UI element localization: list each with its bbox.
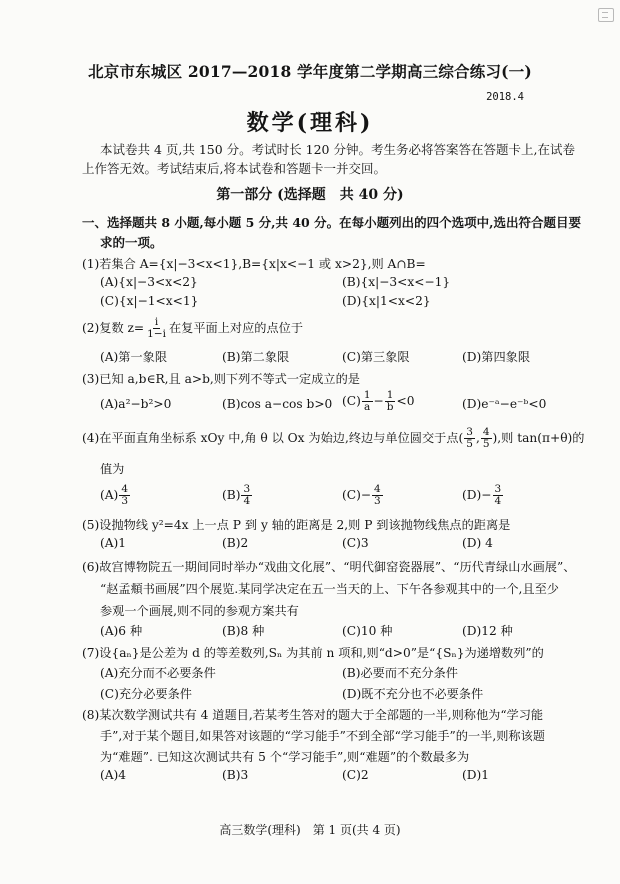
- q4-option-d-num: 3: [494, 483, 502, 495]
- q4-option-a-frac: [119, 484, 130, 507]
- q2-option-c: (C)第三象限: [342, 350, 410, 364]
- q8-option-b: (B)3: [222, 768, 249, 782]
- intro-line-1: 本试卷共 4 页,共 150 分。考试时长 120 分钟。考生务必将答案答在答题卡上,在试卷: [100, 142, 575, 157]
- q4-option-b-frac: [241, 484, 252, 507]
- q2-stem: [82, 317, 303, 340]
- q4-option-d-frac: [493, 484, 504, 507]
- watermark-icon: [598, 8, 614, 22]
- q4-option-c-den: 3: [374, 495, 381, 507]
- q4-option-c-label: (C)−: [342, 488, 372, 502]
- part1-instruction-line-1: 一、选择题共 8 小题,每小题 5 分,共 40 分。在每小题列出的四个选项中,选出符合题目要: [82, 215, 581, 230]
- q4-stem-pre: (4)在平面直角坐标系 xOy 中,角 θ 以 Ox 为始边,终边与单位圆交于点(: [82, 431, 464, 445]
- q4-option-a: [100, 484, 131, 507]
- q3-option-c-pre: (C): [342, 394, 361, 408]
- q4-option-d-label: (D)−: [462, 488, 492, 502]
- q6-stem-line-2: “赵孟頫书画展”四个展览.某同学决定在五一当天的上、下午各参观其中的一个,且至少: [100, 582, 559, 596]
- q5-option-b: (B)2: [222, 536, 249, 550]
- q1-option-d: (D){x|1<x<2}: [342, 294, 431, 308]
- intro-line-2: 上作答无效。考试结束后,将本试卷和答题卡一并交回。: [82, 161, 386, 176]
- q5-option-c: (C)3: [342, 536, 369, 550]
- q2-stem-post: 在复平面上对应的点位于: [169, 321, 304, 335]
- q2-fraction: [145, 317, 168, 340]
- q3-option-c-frac-2-den: b: [386, 401, 394, 413]
- q3-option-c-frac-2: [385, 390, 396, 413]
- q3-option-c-frac-1: [362, 390, 373, 413]
- q7-option-b: (B)必要而不充分条件: [342, 666, 458, 680]
- q3-option-c: [342, 390, 414, 413]
- q7-option-a: (A)充分而不必要条件: [100, 666, 216, 680]
- q2-option-d: (D)第四象限: [462, 350, 531, 364]
- q4-comma: ,: [475, 431, 480, 445]
- q4-point-x: [464, 427, 475, 450]
- exam-title: 北京市东城区 2017—2018 学年度第二学期高三综合练习(一): [88, 62, 532, 81]
- q2-option-a: (A)第一象限: [100, 350, 168, 364]
- subject-title: 数学(理科): [246, 110, 374, 136]
- q8-stem-line-3: 为“难题”. 已知这次测试共有 5 个“学习能手”,则“难题”的个数最多为: [100, 750, 470, 764]
- q3-option-c-frac-1-den: a: [364, 401, 371, 413]
- q3-option-a: (A)a²−b²>0: [100, 397, 172, 411]
- q1-option-b: (B){x|−3<x<−1}: [342, 275, 451, 289]
- q1-option-c: (C){x|−1<x<1}: [100, 294, 199, 308]
- q3-option-b: (B)cos a−cos b>0: [222, 397, 333, 411]
- q3-option-c-frac-2-num: 1: [386, 389, 394, 401]
- page-footer: 高三数学(理科) 第 1 页(共 4 页): [219, 823, 401, 837]
- q4-option-b-label: (B): [222, 488, 241, 502]
- q4-stem-post: ),则 tan(π+θ)的: [492, 431, 585, 445]
- q2-fraction-den: 1−i: [147, 328, 166, 340]
- q2-stem-pre: (2)复数 z=: [82, 321, 145, 335]
- q4-point-x-num: 3: [466, 426, 473, 438]
- q8-option-a: (A)4: [100, 768, 127, 782]
- q4-point-y-den: 5: [482, 438, 490, 450]
- q4-option-a-num: 4: [121, 483, 128, 495]
- q4-option-d: [462, 484, 504, 507]
- q4-stem-line-2: 值为: [100, 462, 125, 476]
- q5-option-a: (A)1: [100, 536, 127, 550]
- part1-heading: 第一部分 (选择题 共 40 分): [216, 187, 404, 203]
- q8-option-d: (D)1: [462, 768, 490, 782]
- q7-option-d: (D)既不充分也不必要条件: [342, 687, 484, 701]
- q4-option-b-den: 4: [243, 495, 251, 507]
- q4-option-c: [342, 484, 384, 507]
- q1-option-a: (A){x|−3<x<2}: [100, 275, 198, 289]
- q2-fraction-num: i: [154, 316, 159, 328]
- q6-stem-line-1: (6)故宫博物院五一期间同时举办“戏曲文化展”、“明代御窑瓷器展”、“历代青绿山水画展”、: [82, 560, 576, 574]
- q6-option-a: (A)6 种: [100, 624, 143, 638]
- q5-stem: (5)设抛物线 y²=4x 上一点 P 到 y 轴的距离是 2,则 P 到该抛物线焦点的距离是: [82, 518, 511, 532]
- q4-option-b-num: 3: [243, 483, 251, 495]
- q8-stem-line-1: (8)某次数学测试共有 4 道题目,若某考生答对的题大于全部题的一半,则称他为“学习能: [82, 708, 544, 722]
- q3-option-c-frac-1-num: 1: [363, 389, 371, 401]
- q4-option-c-frac: [372, 484, 383, 507]
- q7-option-c: (C)充分必要条件: [100, 687, 192, 701]
- q4-option-b: [222, 484, 253, 507]
- q6-option-c: (C)10 种: [342, 624, 393, 638]
- q4-option-d-den: 4: [494, 495, 502, 507]
- q3-stem: (3)已知 a,b∈R,且 a>b,则下列不等式一定成立的是: [82, 372, 360, 386]
- q8-stem-line-2: 手”,对于某个题目,如果答对该题的“学习能手”不到全部“学习能手”的一半,则称该题: [100, 729, 545, 743]
- q2-option-b: (B)第二象限: [222, 350, 290, 364]
- q1-stem: (1)若集合 A={x|−3<x<1},B={x|x<−1 或 x>2},则 A∩B=: [82, 257, 426, 271]
- q5-option-d: (D) 4: [462, 536, 493, 550]
- q3-option-c-post: <0: [396, 394, 415, 408]
- q4-option-a-label: (A): [100, 488, 119, 502]
- q8-option-c: (C)2: [342, 768, 369, 782]
- q4-option-c-num: 4: [374, 483, 381, 495]
- q6-stem-line-3: 参观一个画展,则不同的参观方案共有: [100, 604, 299, 618]
- q4-stem: [82, 427, 585, 450]
- part1-instruction-line-2: 求的一项。: [100, 235, 163, 250]
- q7-stem: (7)设{aₙ}是公差为 d 的等差数列,Sₙ 为其前 n 项和,则“d>0”是“{Sₙ}为递增数列”的: [82, 646, 544, 660]
- q4-point-y-num: 4: [482, 426, 490, 438]
- q4-point-y: [481, 427, 492, 450]
- q6-option-b: (B)8 种: [222, 624, 265, 638]
- exam-date: 2018.4: [486, 91, 524, 103]
- q4-option-a-den: 3: [121, 495, 128, 507]
- q3-option-c-mid: −: [373, 394, 384, 408]
- q3-option-d: (D)e⁻ᵃ−e⁻ᵇ<0: [462, 397, 547, 411]
- q4-point-x-den: 5: [466, 438, 473, 450]
- q6-option-d: (D)12 种: [462, 624, 513, 638]
